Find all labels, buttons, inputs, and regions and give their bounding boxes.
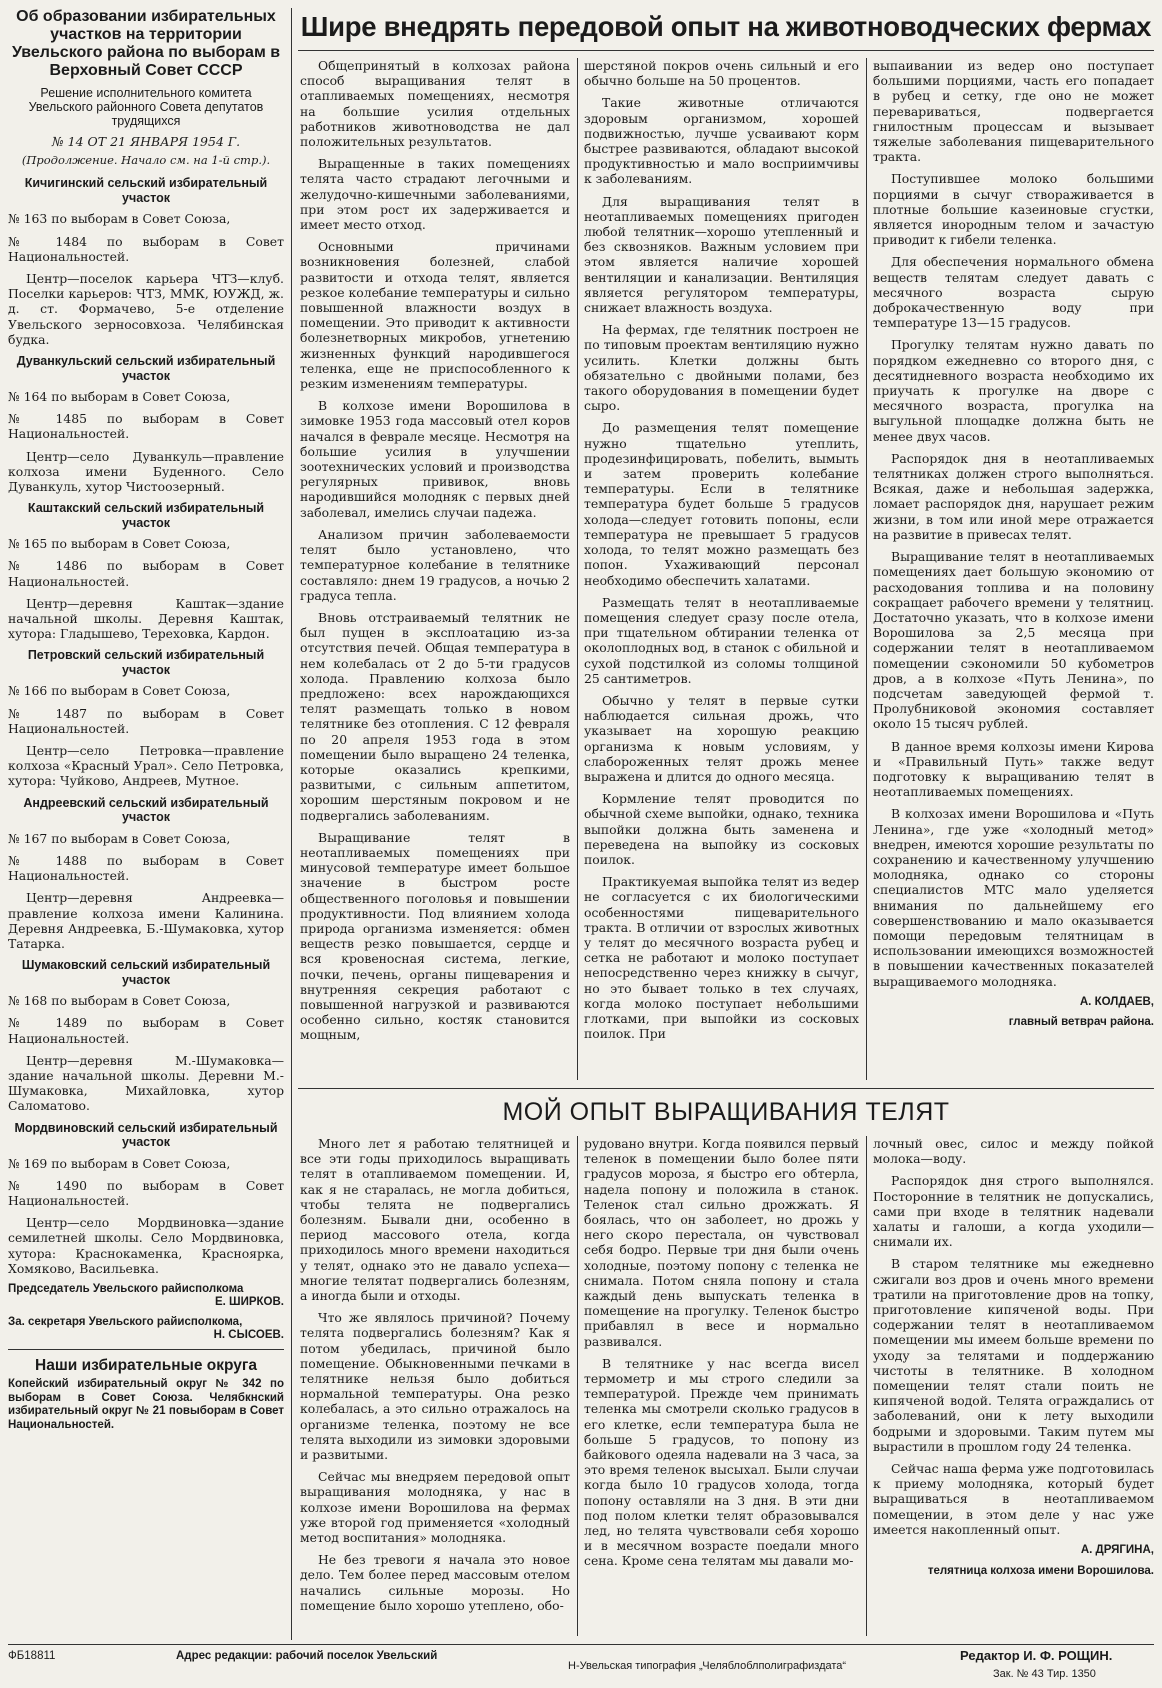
paragraph: Кормление телят проводится по обычной схеме выпойки, однако, техника выпойки должна быть заменена и переведена на выпойку из сосковых поилок.	[584, 791, 859, 867]
signature-chairman-name: Е. ШИРКОВ.	[214, 1296, 284, 1309]
article2-author-role: телятница колхоза имени Ворошилова.	[927, 1564, 1154, 1577]
district-center: Центр—село Мордвиновка—здание семилетней школы. Село Мордвиновка, хутора: Краснокаменка, Красноярка, Хомяково, Васильевка.	[8, 1215, 284, 1276]
paragraph: Выращивание телят в неотапливаемых помещениях дает большую экономию от расходования топлива и на половину сокращает рабочего времени у телятниц. Достаточно указать, что в колхозе имени Ворошилова за 2,5 месяца при содержании телят в неотапливаемом помещении сэкономили 50 кубометров дров, а в колхозе «Путь Ленина», по подсчетам заведующей фермой т. Пролубниковой экономия составляет около 15 тысяч рублей.	[873, 549, 1154, 732]
district-block	[8, 648, 284, 788]
districts-list	[8, 176, 284, 1276]
paragraph: Для выращивания телят в неотапливаемых помещениях пригоден любой телятник—хорошо утепленный и без сквозняков. Важным условием при этом является наличие хорошей вентиляции и канализации. Вентиляция является регулятором температуры, снижает влажность воздуха.	[584, 193, 859, 316]
district-block	[8, 176, 284, 347]
paragraph: На фермах, где телятник построен не по типовым проектам вентиляцию нужно усилить. Клетки должны быть обязательно с двойными полами, без такого оборудования в помещении будет сыро.	[584, 322, 859, 414]
paragraph: Размещать телят в неотапливаемые помещения следует сразу после отела, при тщательном обтирании теленка от околоплодных вод, в станок с обильной и сухой подстилкой из соломы толщиной 25 сантиметров.	[584, 594, 859, 686]
paragraph: Прогулку телятам нужно давать по порядком ежедневно со второго дня, с десятидневного возраста необходимо их приучать к прогулке на дворе с месячного возраста, прогулка на выгульной площадке должна быть не менее двух часов.	[873, 337, 1154, 444]
signature-secretary-role: За. секретаря Увельского райисполкома,	[8, 1315, 243, 1328]
okruga-title: Наши избирательные округа	[35, 1356, 257, 1374]
district-block	[8, 796, 284, 951]
district-nationalities-number: № 1489 по выборам в Совет Национальностей.	[8, 1015, 284, 1046]
paragraph: лочный овес, силос и между пойкой молока—воду.	[873, 1136, 1154, 1167]
paragraph: В данное время колхозы имени Кирова и «Правильный Путь» также ведут подготовку к выращиванию телят в неотапливаемых помещениях.	[873, 738, 1154, 800]
district-center: Центр—село Дуванкуль—правление колхоза имени Буденного. Село Дуванкуль, хутор Чистоозерный.	[8, 448, 284, 495]
article2-headline: МОЙ ОПЫТ ВЫРАЩИВАНИЯ ТЕЛЯТ	[502, 1098, 950, 1126]
district-union-number: № 164 по выборам в Совет Союза,	[8, 389, 231, 405]
article1-author-role: главный ветврач района.	[1008, 1016, 1154, 1029]
paragraph: рудовано внутри. Когда появился первый теленок в помещении было более пяти градусов мороза, я быстро его обтерла, надела попону и положила в станок. Теленок стал сильно дрожжать. Я боялась, что он заболеет, но дрожь у него скоро перестала, он чувствовал себя бодро. Первые три дня были очень холодные, поэтому попону с теленка не снимала. Потом сняла попону и стала каждый день выпускать теленка в помещение на прогулку. Теленок быстро прибавлял в весе и нормально развивался.	[584, 1136, 859, 1349]
article1-author: А. КОЛДАЕВ,	[1079, 995, 1154, 1008]
signature-chairman	[8, 1283, 284, 1310]
paragraph: выпаивании из ведер оно поступает большими порциями, часть его попадает в рубец и сетку, где оно не может перевариваться, подвергается гнилостным процессам и вызывает тяжелые заболевания пищеварительного тракта.	[873, 58, 1154, 165]
district-center: Центр—село Петровка—правление колхоза «Красный Урал». Село Петровка, хутора: Чуйково, Андреев, Мутное.	[8, 743, 284, 789]
article2-column-2	[584, 1136, 859, 1636]
district-nationalities-number: № 1485 по выборам в Совет Национальностей.	[8, 411, 284, 442]
signature-secretary-name: Н. СЫСОЕВ.	[213, 1329, 284, 1342]
district-block	[8, 958, 284, 1113]
paragraph: Для обеспечения нормального обмена веществ телятам следует давать с месячного возраста сырую доброкачественную воду при температуре 13—15 градусов.	[873, 254, 1154, 331]
okruga-text: Копейский избирательный округ № 342 по выборам в Совет Союза. Челябкнский избирательный округ № 21 повыборам в Совет Национальностей.	[8, 1378, 284, 1431]
district-name: Каштакский сельский избирательный участок	[27, 501, 265, 530]
district-union-number: № 163 по выборам в Совет Союза,	[8, 211, 231, 227]
paragraph: Выращивание телят в неотапливаемых помещениях при минусовой температуре имеет большое значение в быстром росте общественного поголовья и повышении продуктивности. Под влиянием холода природа организма изменяется: обмен веществ резко повышается, сердце и вся кровеносная система, легкие, почки, печень, органы пищеварения и внутренняя секреция работают с повышенной нагрузкой и развиваются особенно сильно, костяк становится мощным,	[300, 829, 570, 1043]
decision-date: № 14 ОТ 21 ЯНВАРЯ 1954 Г.	[51, 134, 241, 149]
paragraph: Выращенные в таких помещениях телята часто страдают легочными и желудочно-кишечными заболеваниями, при этом рост их задерживается и имеет место отход.	[300, 156, 570, 233]
left-column-election-decision	[8, 8, 284, 1640]
footer-editor: Редактор И. Ф. РОЩИН.	[960, 1648, 1113, 1663]
paragraph: В колхозе имени Ворошилова в зимовке 1953 года массовый отел коров начался в феврале месяце. Несмотря на большие усилия в улучшении зоотехнических условий и производства регулярных прививок, вновь народившийся молодняк с первых дней заболевал, имелись случаи падежа.	[300, 398, 570, 520]
signature-chairman-role: Председатель Увельского райисполкома	[8, 1282, 244, 1295]
district-center: Центр—деревня М.-Шумаковка—здание начальной школы. Деревни М.-Шумаковка, Михайловка, хутор Саломатово.	[8, 1052, 284, 1114]
article1-column-2	[584, 58, 859, 1080]
paragraph: В старом телятнике мы ежедневно сжигали воз дров и очень много времени тратили на приготовление дров на топку, приготовление кипяченой воды. При содержании телят в неотапливаемом помещении мы имеем больше времени по уходу за телятами и поддержанию чистоты в телятнике. В холодном помещении телят стали поить не кипяченой водой. Телята ограждались от заболеваний, они к лету выходили бодрыми и здоровыми. Таким путем мы вырастили в прошлом году 24 теленка.	[873, 1256, 1154, 1454]
paragraph: До размещения телят помещение нужно тщательно утеплить, продезинфицировать, побелить, вымыть и затем проверить колебание температуры. Если в телятнике температура будет больше 5 градусов холода—следует готовить попоны, если температура не превышает 5 градусов холода, то телят можно размещать без попон. Ухаживающий персонал необходимо обеспечить халатами.	[584, 420, 859, 588]
paragraph: Основными причинами возникновения болезней, слабой развитости и отхода телят, является резкое колебание температуры и сильно повышенной влажности воздух в помещении. Это приводит к активности болезнетворных микробов, угнетению жизненных функций народившегося теленка, еще не приспособленного к резким изменениям температуры.	[300, 239, 570, 392]
paragraph: Распорядок дня строго выполнялся. Посторонние в телятник не допускались, сами при входе в телятник надевали халаты и галоши, а когда уходили—снимали их.	[873, 1173, 1154, 1250]
district-name: Кичигинский сельский избирательный участок	[24, 176, 268, 205]
paragraph: Такие животные отличаются здоровым организмом, хорошей подвижностью, лучше усваивают корм быстрее развиваются, обладают высокой продуктивностью и мало восприимчивы к заболеваниям.	[584, 95, 859, 187]
footer-address: Адрес редакции: рабочий поселок Увельский	[176, 1650, 438, 1662]
district-union-number: № 165 по выборам в Совет Союза,	[8, 536, 231, 552]
paragraph: Не без тревоги я начала это новое дело. Тем более перед массовым отелом начались сильные морозы. Но помещение было хорошо утеплено, обо-	[300, 1552, 570, 1613]
footer-printer: Н-Увельская типография „Челяблоблполиграфиздата“	[568, 1660, 847, 1672]
district-nationalities-number: № 1490 по выборам в Совет Национальностей.	[8, 1177, 284, 1208]
paragraph: Распорядок дня в неотапливаемых телятниках должен строго выполняться. Всякая, даже и небольшая задержка, ломает распорядок дня, нарушает режим жизни, в том или иной мере отражается на развитие в привесах телят.	[873, 450, 1154, 542]
district-nationalities-number: № 1484 по выборам в Совет Национальностей.	[8, 233, 284, 264]
paragraph: Общепринятый в колхозах района способ выращивания телят в отапливаемых помещениях, несмотря на большие усилия отдельных работников животноводства не дал положительных результатов.	[300, 58, 570, 150]
district-union-number: № 167 по выборам в Совет Союза,	[8, 830, 231, 846]
paragraph: В колхозах имени Ворошилова и «Путь Ленина», где уже «холодный метод» внедрен, имеются хорошие результаты по сохранению и качественному улучшению молодняка, однако со стороны специалистов МТС мало уделяется внимания по дальнейшему его совершенствованию и мало оказывается помощи передовым телятницам в использовании имеющихся возможностей в повышении качественных показателей выращиваемого молодняка.	[873, 806, 1154, 989]
district-union-number: № 169 по выборам в Совет Союза,	[8, 1155, 231, 1171]
district-center: Центр—деревня Андреевка—правление колхоза имени Калинина. Деревня Андреевка, Б.-Шумаковка, хутор Татарка.	[8, 890, 284, 951]
signature-secretary	[8, 1316, 284, 1343]
decision-subtitle: Решение исполнительного комитета Увельского районного Совета депутатов трудящихся	[28, 86, 264, 128]
paragraph: Практикуемая выпойка телят из ведер не согласуется с их биологическими особенностями пищеварительного тракта. В отличии от взрослых животных у телят до месячного возраста рубец и сетка не работают и молоко поступает непосредственно через книжку в сычуг, но это бывает только в тех случаях, когда молоко поступает небольшими глотками, при выпойки из сосковых поилок. При	[584, 874, 859, 1042]
district-block	[8, 354, 284, 494]
paragraph: Что же являлось причиной? Почему телята подвергались болезням? Как я потом убедилась, причиной было помещение. Обыкновенными печками в телятнике нельзя было добиться нормальной температуры. Она резко колебалась, а это сильно отражалось на организме теленка, поэтому не все телята выходили из зимовки здоровыми и развитыми.	[300, 1310, 570, 1463]
paragraph: Вновь отстраиваемый телятник не был пущен в эксплоатацию из-за отсутствия печей. Общая температура в нем колебалась от 2 до 5-ти градусов холода. Правлению колхоза было предложено: всех нарождающихся телят размещать только в новом телятнике без отопления. С 12 февраля по 20 апреля 1953 года в этом помещении было выращено 24 теленка, которые оказались крепкими, развитыми, с сильным аппетитом, хорошим шерстяным покровом и не подвергались заболеваниям.	[300, 609, 570, 823]
district-union-number: № 168 по выборам в Совет Союза,	[8, 993, 231, 1009]
paragraph: шерстяной покров очень сильный и его обычно больше на 50 процентов.	[584, 58, 859, 89]
footer-order: Зак. № 43 Тир. 1350	[993, 1668, 1096, 1680]
footer-code: ФБ18811	[8, 1650, 56, 1662]
decision-title: Об образовании избирательных участков на территории Увельского района по выборам в Верховный Совет СССР	[11, 8, 281, 79]
district-name: Шумаковский сельский избирательный участок	[21, 958, 271, 987]
paragraph: Анализом причин заболеваемости телят было установлено, что температурное колебание в телятнике составляло: днем 19 градусов, а ночью 2 градуса тепла.	[300, 526, 570, 603]
district-nationalities-number: № 1487 по выборам в Совет Национальностей.	[8, 705, 284, 736]
article2-column-1	[300, 1136, 570, 1636]
district-block	[8, 501, 284, 641]
article2-column-3	[873, 1136, 1154, 1636]
continuation-note: (Продолжение. Начало см. на 1-й стр.).	[21, 153, 271, 168]
district-nationalities-number: № 1486 по выборам в Совет Национальностей.	[8, 558, 284, 589]
article1-column-1	[300, 58, 570, 1080]
district-name: Андреевский сельский избирательный участок	[23, 795, 269, 825]
article1-headline: Шире внедрять передовой опыт на животноводческих фермах	[300, 11, 1152, 42]
paragraph: В телятнике у нас всегда висел термометр и мы строго следили за температурой. Прежде чем принимать теленка мы смотрели сколько градусов в его клетке, если температура была не больше 5 градусов, то попону из байкового одеяла надевали на 3 часа, за это время теленок высыхал. Были случаи когда было 10 градусов холода, тогда попону оставляли на 3 дня. В эти дни под полом клетки телят образовывался лед, но телята чувствовали себя хорошо и в месячном возрасте поедали много сена. Кроме сена телятам мы давали мо-	[584, 1355, 859, 1569]
district-nationalities-number: № 1488 по выборам в Совет Национальностей.	[8, 852, 284, 884]
paragraph: Поступившее молоко большими порциями в сычуг створаживается в плотные большие казеиновые сгустки, является инородным телом и зачастую приводит к гибели теленка.	[873, 171, 1154, 248]
article1-column-3	[873, 58, 1154, 1080]
paragraph: Сейчас наша ферма уже подготовилась к приему молодняка, который будет выращиваться в неотапливаемом помещении, в этом деле у нас уже имеется накопленный опыт.	[873, 1461, 1154, 1537]
district-name: Петровский сельский избирательный участок	[27, 648, 265, 677]
paragraph: Много лет я работаю телятницей и все эти годы приходилось выращивать телят в отапливаемом помещении. И, как я не старалась, не могла добиться, чтобы телята не подвергались болезням. Бывали дни, особенно в период массового отела, когда приходилось много времени находиться у телят, однако это не давало успеха—многие телятат подвергались болезням, а иногда были и отходы.	[300, 1136, 570, 1304]
district-block	[8, 1121, 284, 1276]
district-center: Центр—деревня Каштак—здание начальной школы. Деревня Каштак, хутора: Гладышево, Тереховка, Кардон.	[8, 595, 284, 642]
article2-author: А. ДРЯГИНА,	[1080, 1544, 1154, 1557]
paragraph: Сейчас мы внедряем передовой опыт выращивания молодняка, у нас в колхозе имени Ворошилова на фермах уже второй год применяется «холодный метод воспитания» молодняка.	[300, 1469, 570, 1546]
paragraph: Обычно у телят в первые сутки наблюдается сильная дрожь, что указывает на хорошую реакцию организма к новым условиям, у слабороженных телят дрожь менее выражена и длится до одного месяца.	[584, 692, 859, 784]
district-name: Дуванкульский сельский избирательный участок	[16, 354, 276, 383]
newspaper-page	[8, 8, 1154, 1680]
district-name: Мордвиновский сельский избирательный участок	[14, 1120, 278, 1150]
district-center: Центр—поселок карьера ЧТЗ—клуб. Поселки карьеров: ЧТЗ, ММК, ЮУЖД, ж. д. ст. Формачево, 5-е отделение Увельского зерносовхоза. Челябинская будка.	[8, 271, 284, 347]
district-union-number: № 166 по выборам в Совет Союза,	[8, 683, 231, 699]
